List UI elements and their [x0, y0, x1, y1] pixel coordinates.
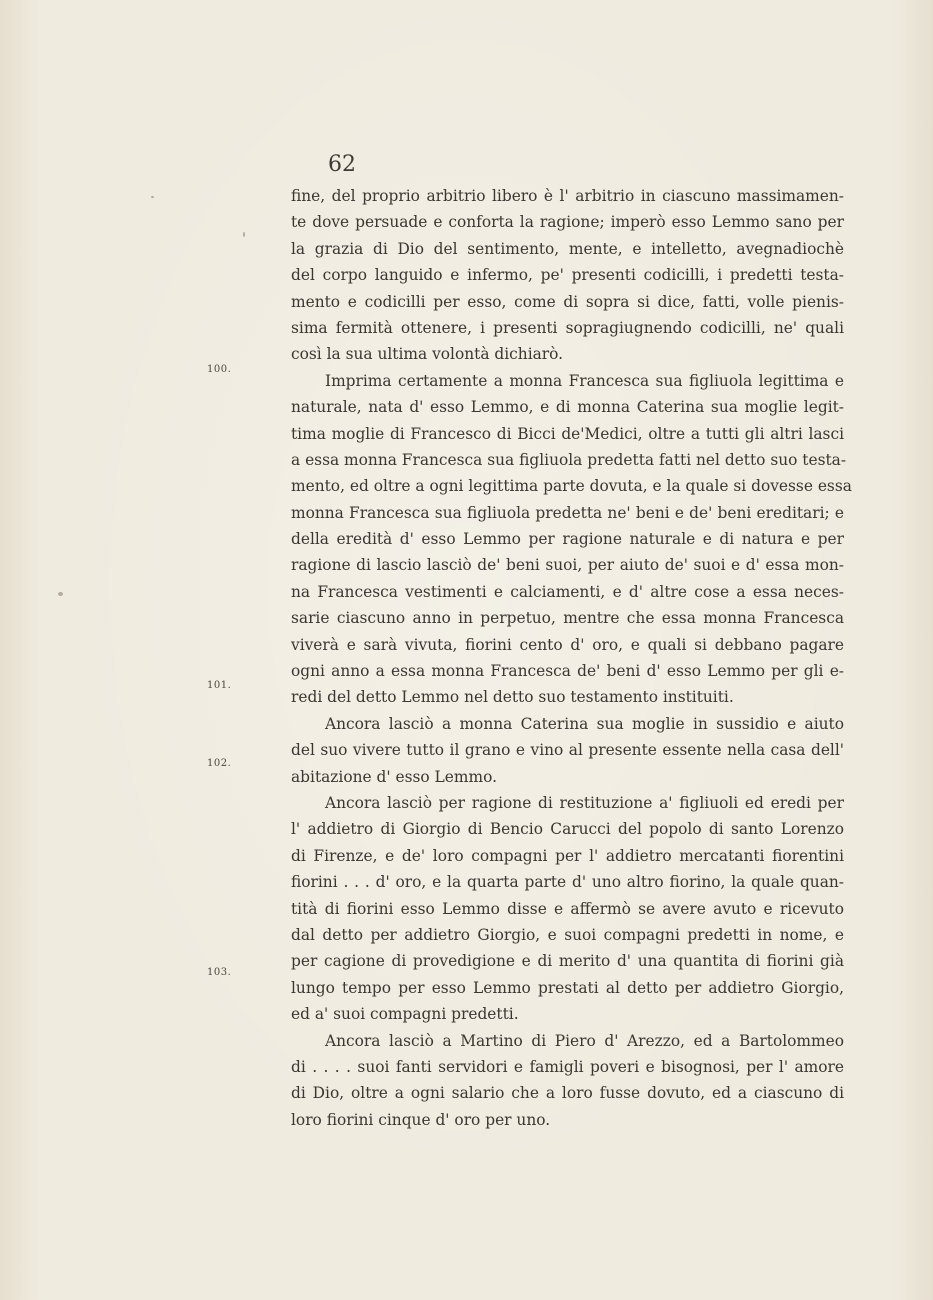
text-line: tità di fiorini esso Lemmo disse e affermò se avere avuto e ricevuto [291, 899, 844, 918]
page-number: 62 [328, 152, 356, 177]
text-line: della eredità d' esso Lemmo per ragione naturale e di natura e per [291, 530, 844, 549]
text-line: redi del detto Lemmo nel detto suo testamento instituiti. [291, 688, 734, 707]
text-line: così la sua ultima volontà dichiarò. [291, 345, 564, 364]
paragraph-number-102: 102. [207, 758, 232, 769]
text-line: di Firenze, e de' loro compagni per l' addietro mercatanti fiorentini [291, 846, 844, 865]
text-line: Ancora lasciò per ragione di restituzione a' figliuoli ed eredi per [325, 793, 844, 812]
text-line: Imprima certamente a monna Francesca sua figliuola legittima e [325, 371, 844, 390]
paragraph-100 [291, 368, 852, 711]
text-line: ed a' suoi compagni predetti. [291, 1005, 519, 1024]
paragraph-number-100: 100. [207, 364, 232, 375]
text-line: di . . . . suoi fanti servidori e famigli poveri e bisognosi, per l' amore [291, 1057, 844, 1076]
text-line: abitazione d' esso Lemmo. [291, 767, 497, 786]
text-line: del suo vivere tutto il grano e vino al presente essente nella casa dell' [291, 741, 844, 760]
text-line: di Dio, oltre a ogni salario che a loro fusse dovuto, ed a ciascuno di [291, 1084, 844, 1103]
paragraph-intro [291, 183, 844, 368]
text-line: na Francesca vestimenti e calciamenti, e d' altre cose a essa neces- [291, 582, 844, 601]
text-line: mento, ed oltre a ogni legittima parte dovuta, e la quale si dovesse essa [291, 477, 852, 496]
text-line: te dove persuade e conforta la ragione; imperò esso Lemmo sano per [291, 213, 844, 232]
text-line: l' addietro di Giorgio di Bencio Carucci del popolo di santo Lorenzo [291, 820, 844, 839]
paper-speck [58, 592, 63, 596]
text-line: viverà e sarà vivuta, fiorini cento d' oro, e quali si debbano pagare [291, 635, 844, 654]
text-line: fiorini . . . d' oro, e la quarta parte d' uno altro fiorino, la quale quan- [291, 873, 844, 892]
text-line: ogni anno a essa monna Francesca de' beni d' esso Lemmo per gli e- [291, 662, 844, 681]
text-line: sima fermità ottenere, i presenti sopragiugnendo codicilli, ne' quali [291, 318, 844, 337]
text-line: sarie ciascuno anno in perpetuo, mentre che essa monna Francesca [291, 609, 844, 628]
text-line: lungo tempo per esso Lemmo prestati al detto per addietro Giorgio, [291, 978, 844, 997]
text-line: loro fiorini cinque d' oro per uno. [291, 1110, 551, 1129]
paragraph-number-103: 103. [207, 967, 232, 978]
paragraph-101 [291, 711, 844, 790]
text-line: ragione di lascio lasciò de' beni suoi, per aiuto de' suoi e d' essa mon- [291, 556, 844, 575]
paper-speck [243, 232, 245, 237]
paragraph-number-101: 101. [207, 680, 232, 691]
text-line: fine, del proprio arbitrio libero è l' arbitrio in ciascuno massimamen- [291, 187, 844, 205]
text-line: dal detto per addietro Giorgio, e suoi compagni predetti in nome, e [291, 925, 844, 944]
text-line: naturale, nata d' esso Lemmo, e di monna Caterina sua moglie legit- [291, 398, 844, 417]
body-text [291, 183, 852, 1133]
text-line: del corpo languido e infermo, pe' presenti codicilli, i predetti testa- [291, 266, 844, 285]
text-line: la grazia di Dio del sentimento, mente, e intelletto, avegnadiochè [291, 239, 844, 258]
paper-speck [151, 196, 154, 198]
text-line: Ancora lasciò a Martino di Piero d' Arezzo, ed a Bartolommeo [325, 1031, 844, 1050]
text-line: per cagione di provedigione e di merito d' una quantita di fiorini già [291, 952, 844, 971]
text-line: monna Francesca sua figliuola predetta ne' beni e de' beni ereditari; e [291, 503, 844, 522]
text-line: tima moglie di Francesco di Bicci de'Medici, oltre a tutti gli altri lasci [291, 424, 844, 443]
text-line: Ancora lasciò a monna Caterina sua moglie in sussidio e aiuto [325, 714, 844, 733]
paragraph-102 [291, 790, 844, 1028]
paragraph-103 [291, 1028, 844, 1134]
text-line: mento e codicilli per esso, come di sopra si dice, fatti, volle pienis- [291, 292, 844, 311]
text-line: a essa monna Francesca sua figliuola predetta fatti nel detto suo testa- [291, 450, 847, 469]
